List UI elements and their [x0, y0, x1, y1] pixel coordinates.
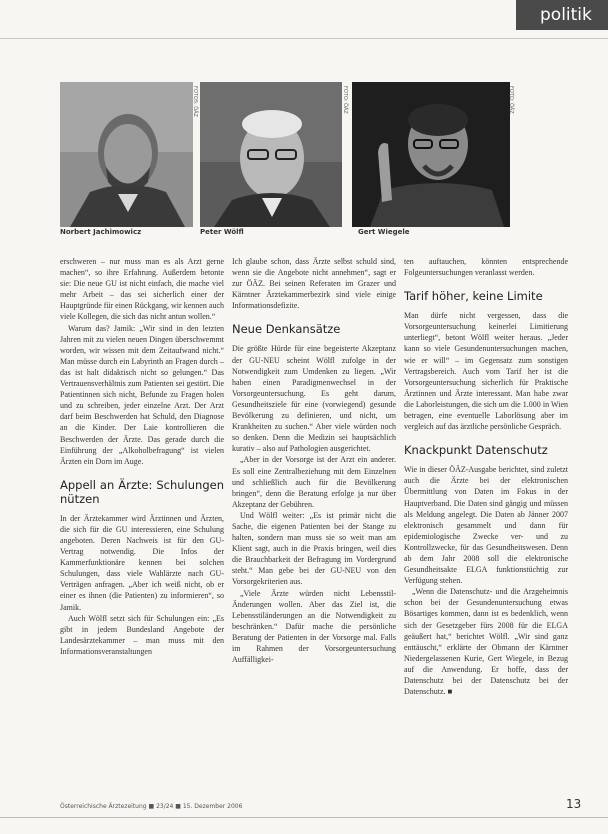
- subheading: Neue Denkansätze: [232, 322, 341, 337]
- body-paragraph: „Aber in der Vorsorge ist der Arzt ein anderer. Es soll eine Zentralbeziehung mit dem Einzelnen und schließlich auch für die Bevölkerung bringen“, denn die Beratung erfolge ja nur über Akzeptanz der Gebühren.: [232, 455, 396, 509]
- photo-credit: FOTO: ÖÄZ: [342, 86, 348, 114]
- article-column-1: [60, 256, 224, 786]
- article-column-2: [232, 256, 396, 786]
- subheading: Knackpunkt Datenschutz: [404, 443, 548, 458]
- portrait-image: [200, 82, 342, 227]
- page-number: 13: [566, 797, 582, 811]
- body-paragraph: Und Wölfl weiter: „Es ist primär nicht die Sache, die eigenen Patienten bei der Stange zu halten, sondern man muss sie so weit man am Klient sagt, auch in die Praxis bringen, weil dies die Brauchbarkeit der Befragung im Vordergrund steht.“ Man gebe bei der GU-NEU von den Vorsorgekriterien aus.: [232, 510, 396, 587]
- photo-credit: FOTO: ÖÄZ: [508, 86, 514, 114]
- portrait-image: [352, 82, 510, 227]
- body-paragraph: „Viele Ärzte würden nicht Lebensstil-Änderungen wollen. Aber das Ziel ist, die Lebensstiländerungen an die Notwendigkeit zu beschränken.“ Dafür mache die persönliche Beratung der Patienten in der Vorsorge mal. Falls im Rahmen der Vorsorgeuntersuchung Auffälligkei-: [232, 588, 396, 665]
- photo-peter-woelfl: [200, 82, 342, 227]
- subheading: Appell an Ärzte: Schulungen nützen: [60, 477, 224, 506]
- photo-norbert-jachimowicz: [60, 82, 193, 227]
- portrait-image: [60, 82, 193, 227]
- end-of-article-mark: ■: [447, 687, 453, 697]
- body-paragraph: Auch Wölfl setzt sich für Schulungen ein: „Es gibt in jedem Bundesland Angebote der Landesärztekammer – man muss mit den Informationsveranstaltungen: [60, 613, 224, 656]
- photo-gert-wiegele: [352, 82, 510, 227]
- body-paragraph: In der Ärztekammer wird Ärztinnen und Ärzten, die sich für die GU interessieren, eine Schulung angeboten. Deren Nachweis ist für den GU-Vertrag notwendig. Die Infos der Kammerfunktionäre kennen bei solchen Schulungen, dass viele Wahlärzte nach GU-Verträgen anfragen. „Aber ich weiß nicht, ob er einer es ihnen (die Patienten) zu informieren“, so Jamik.: [60, 513, 224, 612]
- body-text: „Wenn die Datenschutz- und die Arzgeheimnis schon bei der Gesundenuntersuchung etwas Bösartiges kommen, dann ist es bedenklich, wenn sich der Gesetzgeber fürs 2008 für die ELGA geäußert hat,“ berichtet Wölfl. „Wir sind ganz enttäuscht,“ erklärte der Obmann der Kärntner Niedergelassenen Kurie, Gert Wiegele, in Bezug auf die Anwendung. Er hoffe, dass der Datenschutz bei der Datenschutz bei der Datenschutz.: [404, 587, 568, 697]
- section-tab: [516, 0, 608, 30]
- footer-publication-line: Österreichische Ärztezeitung ■ 23/24 ■ 15. Dezember 2006: [60, 803, 243, 810]
- photo-credit: FOTOS: ÖÄZ: [192, 86, 198, 117]
- bottom-rule: [0, 817, 608, 818]
- photo-caption: Peter Wölfl: [200, 228, 244, 236]
- body-paragraph: ten auftauchen, könnten entsprechende Folgeuntersuchungen veranlasst werden.: [404, 257, 568, 278]
- section-label: politik: [540, 5, 592, 25]
- photo-caption: Norbert Jachimowicz: [60, 228, 142, 236]
- top-rule: [0, 38, 608, 39]
- body-paragraph: Ich glaube schon, dass Ärzte selbst schuld sind, wenn sie die Angebote nicht annehmen“, sagt er zur ÖÄZ. Bei seinen Referaten im Grazer und Kärntner Ärztekammerbezirk sind viele einige Informationsdefizite.: [232, 257, 396, 311]
- body-paragraph: Die größte Hürde für eine begeisterte Akzeptanz der GU-NEU scheint Wölfl zufolge in der Notwendigkeit zum Umdenken zu liegen. „Wir haben einen Paradigmenwechsel in der Vorsorgeuntersuchung. Es geht darum, Gesundheitsziele für eine (vorwiegend) gesunde Bevölkerung zu definieren, und nicht, um Krankheiten zu suchen.“ Aber viele würden noch so denken. Denn die Medizin sei hauptsächlich kurativ – also auf Pathologien ausgerichtet.: [232, 344, 396, 454]
- article-column-3: [404, 256, 568, 786]
- body-paragraph: erschweren – nur muss man es als Arzt gerne machen“, so ihre Erfahrung. Außerdem betonte sie: Die neue GU ist nicht einfach, die mache viel mehr Arbeit – das sei sicherlich einer der Hauptgründe für einen Rückgang, wir kennen auch viele Kollegen, die sich das nicht antun wollen.“: [60, 257, 224, 322]
- subheading: Tarif höher, keine Limite: [404, 289, 543, 304]
- body-paragraph: Wie in dieser ÖÄZ-Ausgabe berichtet, sind zuletzt auch die Ärzte bei der elektronischen Übermittlung von Daten im Fokus in der Hauptverband. Die Daten sind gängig und müssen als Meldung angelegt. Die Daten ab Jänner 2007 elektronisch gesammelt und dann für epidemiologische Zwecke ver- und zu Kontrollzwecke, für das Gesundheitswesen. Denn ab dem Jahr 2008 soll die elektronische Gesundheitsakte ELGA funktionstüchtig zur Verfügung stehen.: [404, 465, 568, 586]
- photo-caption: Gert Wiegele: [358, 228, 410, 236]
- body-paragraph: Man dürfe nicht vergessen, dass die Vorsorgeuntersuchung keinerlei Limitierung unterliegt“, betont Wölfl weiter heraus. „Jeder kann so viele Gesundenuntersuchungen machen, wie er will“ – im Gegensatz zum sonstigen Vertragsbereich. Auch vom Tarif her ist die Vorsorgeuntersuchung sicherlich für Praktische Ärztinnen und Ärzte interessant. Man habe zwar die Laborleistungen, die sich um die 1.000 in Wien betragen, eine eventuelle Laborlösung aber im vergleich auf das ärztliche persönliche Gespräch.: [404, 311, 568, 432]
- body-paragraph: Warum das? Jamik: „Wir sind in den letzten Jahren mit zu vielen neuen Dingen überschwemmt worden, wir wissen mit dem Zeitaufwand nicht.“ Man müsse durch ein Labyrinth an Fragen durch – das ist halt didaktisch nicht so gelungen.“ Das Vertrauensverhältnis zum Patienten sei gestört. Die Patientinnen sich nicht, Befunde zu Fragen holen und zu schreiben, jeder einzelne Arzt. Der Arzt darf beim Beschwerden hat Schuld, den Diagnose an die Kinder. Der Laie kontrollieren die Beschwerden der Ärzte. Das gerade durch die Einführung der „Alkoholbefragung“ ist vielen Ärzten ein Dorn im Auge.: [60, 323, 224, 466]
- body-paragraph: [404, 586, 568, 697]
